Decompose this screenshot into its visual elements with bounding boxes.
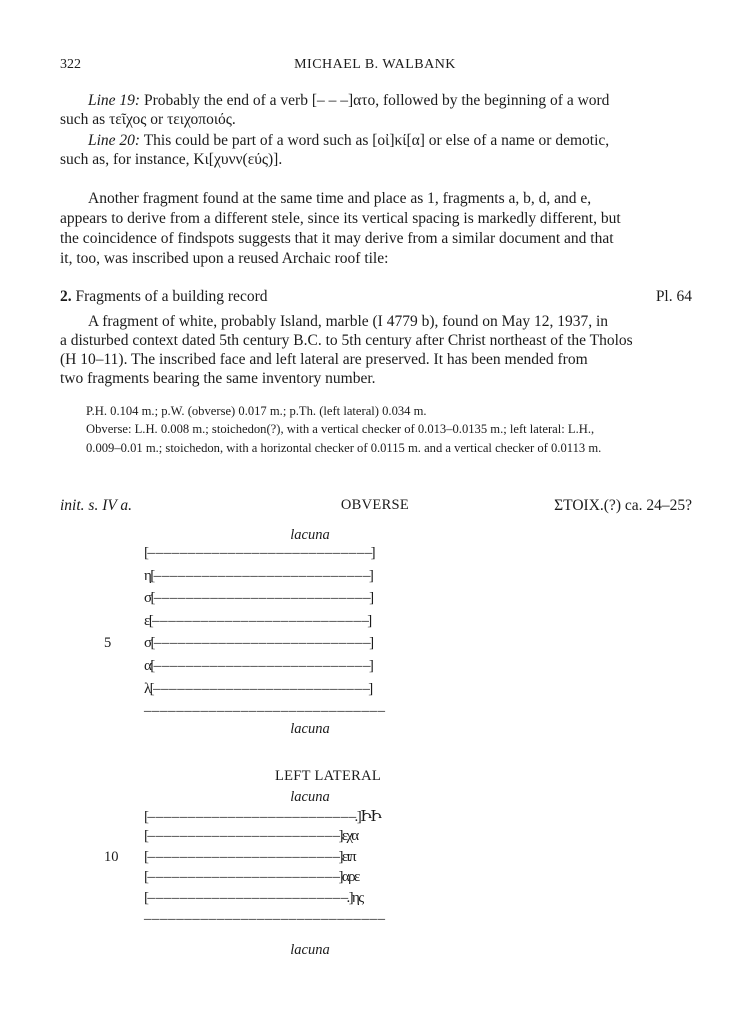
line20-text-cont: such as, for instance, Κι[χυνν(εύς)]. [60, 151, 283, 168]
intro-paragraph [60, 189, 692, 269]
description-line-1: A fragment of white, probably Island, marble (I 4779 b), found on May 12, 1937, in [88, 313, 609, 330]
lacuna-label-lateral-bottom: lacuna [290, 942, 330, 958]
page-number: 322 [60, 57, 81, 72]
entry-heading [60, 288, 267, 306]
description-line-3: (H 10–11). The inscribed face and left lateral are preserved. It has been mended from [60, 351, 588, 368]
lateral-line-number: 10 [104, 848, 119, 865]
stoich-note: ΣΤΟΙΧ.(?) ca. 24–25? [554, 497, 692, 514]
intro-line-2: appears to derive from a different stele, since its vertical spacing is markedly different, but [60, 210, 621, 227]
lateral-line: [– – – – – – – – – – – – – – – – – – – – – – – – –.]ης [144, 890, 363, 907]
lateral-line: [– – – – – – – – – – – – – – – – – – – – – – – –]αρε [144, 869, 359, 886]
obverse-heading: OBVERSE [340, 497, 410, 513]
obverse-details [86, 420, 692, 458]
description-line-4: two fragments bearing the same inventory number. [60, 370, 376, 387]
intro-line-3: the coincidence of findspots suggests that it may derive from a similar document and that [60, 230, 614, 247]
lacuna-label-obverse-bottom: lacuna [290, 721, 330, 737]
measurements: P.H. 0.104 m.; p.W. (obverse) 0.017 m.; p.Th. (left lateral) 0.034 m. [86, 404, 427, 418]
entry-description [60, 312, 692, 388]
obverse-line: α[– – – – – – – – – – – – – – – – – – – – – – – – – – –] [144, 658, 373, 674]
line19-text-cont: such as τεῖχος or τειχοποιός. [60, 111, 236, 128]
running-head-author: MICHAEL B. WALBANK [294, 57, 456, 72]
left-lateral-heading: LEFT LATERAL [274, 768, 382, 784]
intro-line-1: Another fragment found at the same time and place as 1, fragments a, b, d, and e, [88, 190, 592, 207]
edition-date: init. s. IV a. [60, 497, 133, 514]
line20-text: This could be part of a word such as [οἰ]κί[α] or else of a name or demotic, [140, 132, 610, 149]
obverse-line: – – – – – – – – – – – – – – – – – – – – – – – – – – – – – – [144, 703, 384, 720]
obverse-details-line-1: Obverse: L.H. 0.008 m.; stoichedon(?), with a vertical checker of 0.013–0.0135 m.; left lateral: L.H., [86, 422, 595, 436]
commentary-line-20 [60, 131, 692, 169]
obverse-line: σ[– – – – – – – – – – – – – – – – – – – – – – – – – – –] [144, 635, 373, 652]
commentary-line-19 [60, 91, 692, 129]
description-line-2: a disturbed context dated 5th century B.C. to 5th century after Christ northeast of the Tholos [60, 332, 633, 349]
entry-plate: Pl. 64 [655, 288, 692, 305]
lateral-line: – – – – – – – – – – – – – – – – – – – – – – – – – – – – – – [144, 911, 384, 927]
obverse-line: σ[– – – – – – – – – – – – – – – – – – – – – – – – – – –] [144, 590, 373, 607]
line19-text: Probably the end of a verb [– – –]ατο, followed by the beginning of a word [140, 92, 610, 109]
line20-label: Line 20: [88, 132, 141, 149]
obverse-line: ε[– – – – – – – – – – – – – – – – – – – – – – – – – – –] [144, 612, 371, 629]
lacuna-label-obverse-top: lacuna [290, 527, 330, 543]
lateral-line: [– – – – – – – – – – – – – – – – – – – – – – – –]ειπ [144, 848, 355, 865]
entry-number: 2. [60, 288, 72, 305]
lateral-line: [– – – – – – – – – – – – – – – – – – – – – – – –]εχα [144, 827, 358, 844]
obverse-line: η[– – – – – – – – – – – – – – – – – – – – – – – – – – –] [144, 567, 373, 584]
lacuna-label-lateral-top: lacuna [290, 789, 330, 805]
entry-title: Fragments of a building record [75, 288, 268, 305]
obverse-details-line-2: 0.009–0.01 m.; stoichedon, with a horizontal checker of 0.0115 m. and a vertical checker of 0.0113 m. [86, 441, 602, 455]
lateral-line: [– – – – – – – – – – – – – – – – – – – – – – – – – –.]ԻԻ [144, 809, 381, 825]
intro-line-4: it, too, was inscribed upon a reused Archaic roof tile: [60, 250, 389, 267]
obverse-line: [– – – – – – – – – – – – – – – – – – – – – – – – – – – –] [144, 545, 375, 561]
line19-label: Line 19: [88, 92, 141, 109]
obverse-line-number: 5 [104, 635, 112, 652]
obverse-line: λ[– – – – – – – – – – – – – – – – – – – – – – – – – – –] [144, 680, 372, 697]
